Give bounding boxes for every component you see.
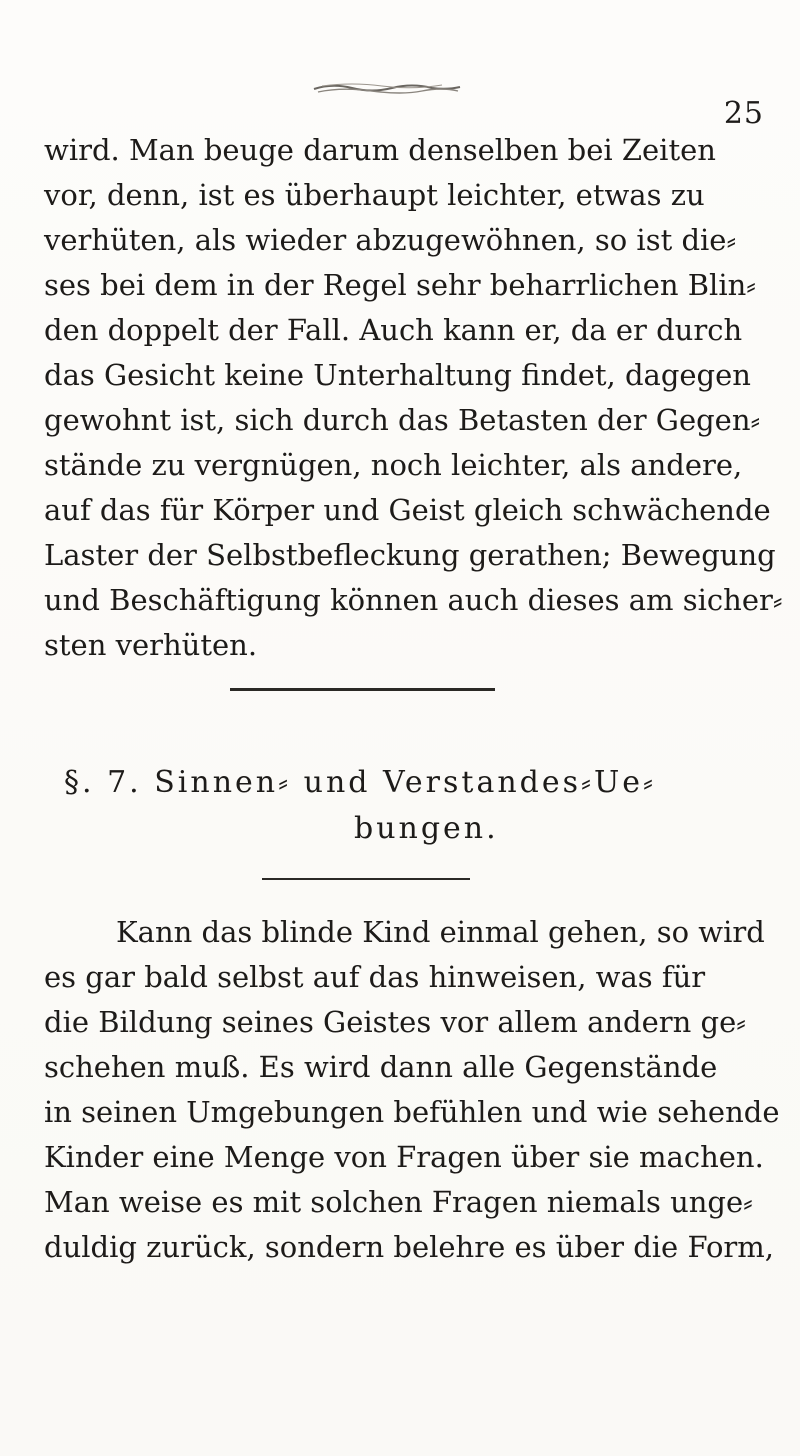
text-line: verhüten, als wieder abzugewöhnen, so ist die⸗	[44, 223, 737, 257]
heading-line: bungen.	[354, 811, 499, 846]
text-line: und Beschäftigung können auch dieses am sicher⸗	[44, 583, 783, 617]
text-line: vor, denn, ist es überhaupt leichter, etwas zu	[44, 178, 705, 212]
text-line: auf das für Körper und Geist gleich schwächende	[44, 493, 771, 527]
text-line: es gar bald selbst auf das hinweisen, was für	[44, 960, 706, 994]
text-line: schehen muß. Es wird dann alle Gegenstände	[44, 1050, 718, 1084]
text-line: Laster der Selbstbefleckung gerathen; Bewegung	[44, 538, 776, 572]
page-number: 25	[723, 96, 764, 131]
text-line: das Gesicht keine Unterhaltung findet, dagegen	[44, 358, 751, 392]
text-line: in seinen Umgebungen befühlen und wie sehende	[44, 1095, 780, 1129]
heading-line: §. 7. Sinnen⸗ und Verstandes⸗Ue⸗	[64, 765, 657, 800]
text-line: Man weise es mit solchen Fragen niemals unge⸗	[44, 1185, 753, 1219]
text-line: wird. Man beuge darum denselben bei Zeiten	[44, 133, 716, 167]
text-line: den doppelt der Fall. Auch kann er, da er durch	[44, 313, 743, 347]
text-line: gewohnt ist, sich durch das Betasten der Gegen⸗	[44, 403, 761, 437]
section-divider-bottom	[262, 878, 470, 880]
paragraph-1	[44, 128, 784, 668]
text-line: die Bildung seines Geistes vor allem andern ge⸗	[44, 1005, 746, 1039]
text-line: sten verhüten.	[44, 628, 258, 662]
text-line: duldig zurück, sondern belehre es über die Form,	[44, 1230, 775, 1264]
text-line: Kann das blinde Kind einmal gehen, so wird	[116, 915, 765, 949]
section-divider-top	[230, 688, 495, 691]
header-ornament	[312, 82, 462, 96]
text-line: Kinder eine Menge von Fragen über sie machen.	[44, 1140, 764, 1174]
section-heading	[64, 760, 764, 852]
text-line: stände zu vergnügen, noch leichter, als andere,	[44, 448, 743, 482]
text-line: ses bei dem in der Regel sehr beharrlichen Blin⸗	[44, 268, 756, 302]
paragraph-2	[44, 910, 784, 1270]
